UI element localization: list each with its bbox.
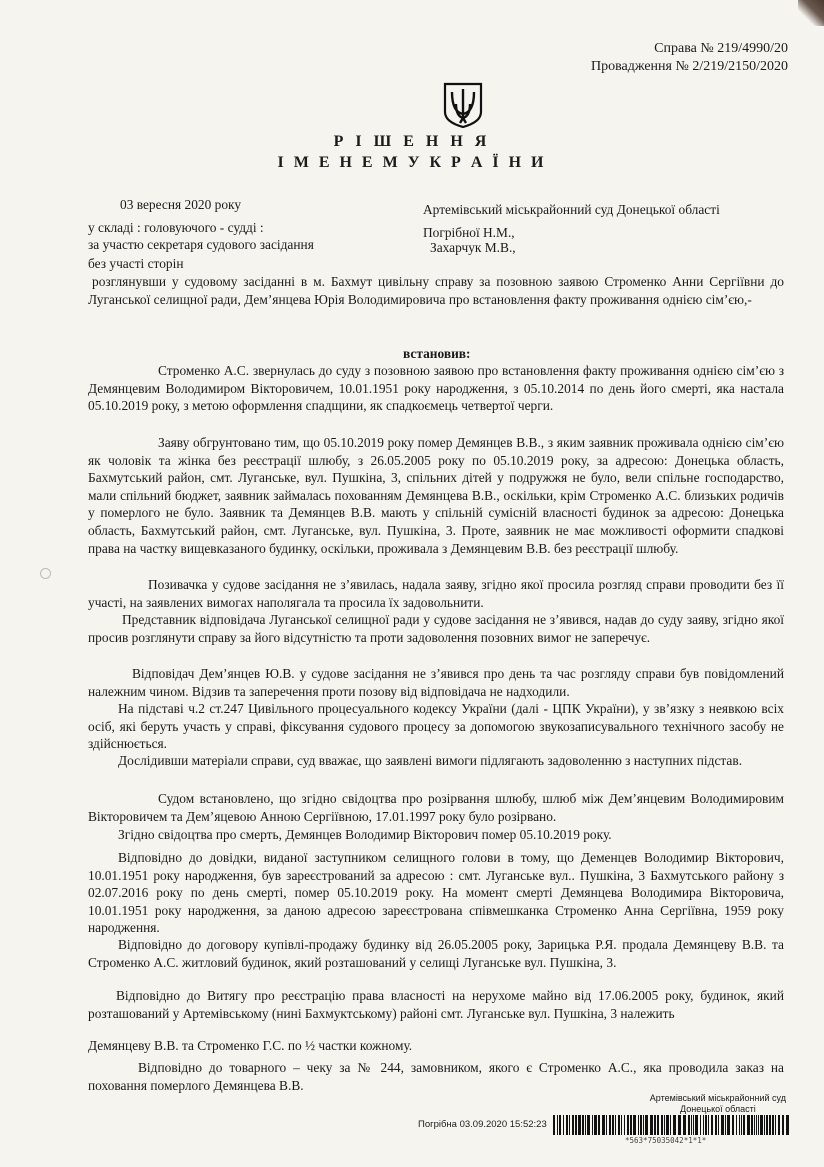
paragraph-funeral-receipt: Відповідно до товарного – чеку за № 244, замовником, якого є Строменко А.С., яка проводила заказ на поховання померлого Демянцева В.В. xyxy=(88,1060,784,1093)
established-heading: встановив: xyxy=(403,346,471,361)
paragraph-respondent: Відповідач Дем’янцев Ю.В. у судове засідання не з’явився про день та час розгляду справи був повідомлений належним чином. Відзив та заперечення проти позову від відповідача не надходили. xyxy=(88,666,784,699)
paragraph-findings: Дослідивши матеріали справи, суд вважає, що заявлені вимоги підлягають задоволенню з наступних підстав. xyxy=(118,753,743,768)
paragraph-respondent-council: Представник відповідача Луганської селищної ради у судове засідання не з’явився, надав до суду заяву, згідно якої просив розглянути справу за його відсутністю та проти задоволення позовних вимог не заперечує. xyxy=(88,612,784,645)
paragraph-residence-certificate: Відповідно до довідки, виданої заступником селищного голови в тому, що Деменцев Володимир Вікторович, 10.01.1951 року народження, був зареєстрований за адресою : смт. Луганське вул.. Пушкіна, 3 Бахмутського району з 02.07.2016 року по день смерті, помер 05.10.2019 року. На момент смерті Демянцева Володимира Вікторовича, 10.01.1951 року народження, за даною адресою зареєстрована співмешканка Строменко Анна Сергіївна, 1959 року народження. xyxy=(88,850,784,936)
proceedings-number: Провадження № 2/219/2150/2020 xyxy=(590,59,788,74)
stamp-line-court: Артемівський міськрайонний суд xyxy=(649,1093,786,1103)
barcode-icon xyxy=(553,1115,789,1135)
decision-date: 03 вересня 2020 року xyxy=(120,197,242,212)
judge-name: Погрібної Н.М., xyxy=(423,225,515,240)
parties-absent: без участі сторін xyxy=(88,256,184,271)
scan-speck xyxy=(40,568,51,579)
paragraph-sale-contract: Відповідно до договору купівлі-продажу будинку від 26.05.2005 року, Зарицька Р.Я. продала Демянцеву В.В. та Строменко А.С. житловий будинок, який розташований у селищі Луганське вул. Пушкіна, 3. xyxy=(88,937,784,970)
stamp-line-region: Донецької області xyxy=(680,1104,756,1114)
paragraph-divorce: Судом встановлено, що згідно свідоцтва про розірвання шлюбу, шлюб між Дем’янцевим Володимировим Вікторовичем та Дем’яцевою Анною Сергіївною, 17.01.1997 року було розірвано. xyxy=(88,791,784,824)
secretary-name: Захарчук М.В., xyxy=(430,240,516,255)
intro-paragraph: розглянувши у судовому засіданні в м. Бахмут цивільну справу за позовною заявою Строменко Анни Сергіївни до Луганської селищної ради, Дем’янцева Юрія Володимировича про встановлення факту проживання однією сім’єю,- xyxy=(88,274,784,307)
secretary-label: за участю секретаря судового засідання xyxy=(88,237,314,252)
case-number: Справа № 219/4990/20 xyxy=(654,41,788,56)
barcode-number: *563*75035042*1*1* xyxy=(625,1136,707,1145)
court-stamp xyxy=(650,1093,786,1115)
paragraph-death: Згідно свідоцтва про смерть, Демянцев Володимир Вікторович помер 05.10.2019 року. xyxy=(118,827,612,842)
document-title: Р І Ш Е Н Н Я xyxy=(333,133,491,150)
paragraph-ownership-shares: Демянцеву В.В. та Строменко Г.С. по ½ частки кожному. xyxy=(88,1038,413,1053)
court-name: Артемівський міськрайонний суд Донецької області xyxy=(423,202,720,217)
scan-corner-shadow xyxy=(798,0,824,26)
paragraph-recording: На підставі ч.2 ст.247 Цивільного процесуального кодексу України (далі - ЦПК України), у зв’язку з неявкою всіх осіб, які беруть участь у справі, фіксування судового процесу за допомогою звукозаписувального технічного засобу не здійснюється. xyxy=(88,701,784,752)
paragraph-grounds: Заяву обгрунтовано тим, що 05.10.2019 року помер Демянцев В.В., з яким заявник проживала однією сім’єю як чоловік та жінка без реєстрації шлюбу, з 26.05.2005 року по 05.10.2019 року, за адресою: Донецька область, Бахмутський район, смт. Луганське, вул. Пушкіна, 3, спільних дітей у подружжя не було, вели спільне господарство, мали спільний бюджет, заявник займалась похованням Демянцева В.В., оскільки, крім Строменко А.С. близьких родичів у померлого не було. Заявник та Демянцев В.В. мають у спільній сумісній власності будинок за адресою: Донецька область, Бахмутський район, смт. Луганське, вул. Пушкіна, 3. Проте, заявник не має можливості оформити спадкові права на частку вищевказаного будинку, оскільки, проживала з Демянцевим В.В. без реєстрації шлюбу. xyxy=(88,435,784,556)
document-subtitle: І М Е Н Е М У К Р А Ї Н И xyxy=(277,154,547,171)
trident-coat-of-arms-icon xyxy=(443,82,483,128)
paragraph-plaintiff: Позивачка у судове засідання не з’явилась, надала заяву, згідно якої просила розгляд справи проводити без її участі, на заявлених вимогах наполягала та просила їх задовольнити. xyxy=(88,577,784,610)
paragraph-ownership-extract: Відповідно до Витягу про реєстрацію права власності на нерухоме майно від 17.06.2005 року, будинок, який розташований у Артемівському (нині Бахмуктському) районі смт. Луганське вул. Пушкіна, 3 належить xyxy=(88,988,784,1021)
paragraph-claim: Строменко А.С. звернулась до суду з позовною заявою про встановлення факту проживання однією сім’єю з Демянцевим Володимиром Вікторовичем, 10.01.1951 року народження, з 05.10.2014 по день його смерті, яка настала 05.10.2019 року, з метою оформлення спадщини, як спадкоємець четвертої черги. xyxy=(88,363,784,414)
signature-timestamp: Погрібна 03.09.2020 15:52:23 xyxy=(418,1119,547,1130)
composition-label: у складі : головуючого - судді : xyxy=(88,220,264,235)
